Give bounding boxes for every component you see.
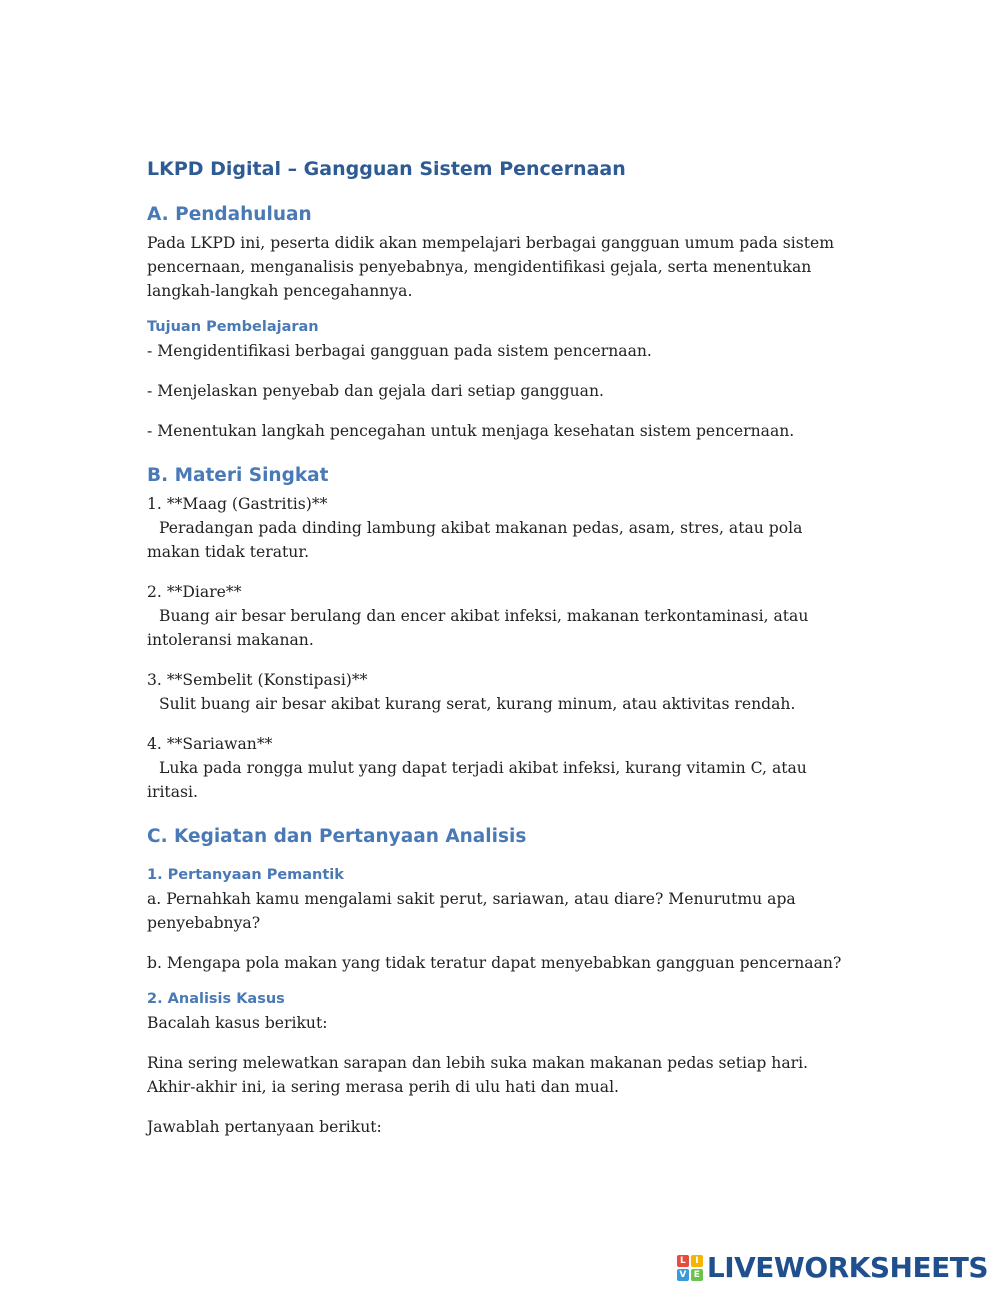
materi-item bbox=[147, 732, 847, 804]
case-prompt: Jawablah pertanyaan berikut: bbox=[147, 1118, 382, 1136]
liveworksheets-logo[interactable] bbox=[677, 1251, 988, 1284]
materi-item-name: 1. **Maag (Gastritis)** bbox=[147, 495, 328, 513]
section-c-heading: C. Kegiatan dan Pertanyaan Analisis bbox=[147, 826, 527, 847]
intro-paragraph: Pada LKPD ini, peserta didik akan mempelajari berbagai gangguan umum pada sistem pencernaan, menganalisis penyebabnya, mengidentifikasi gejala, serta menentukan langkah-langkah pencegahannya. bbox=[147, 234, 835, 300]
materi-item bbox=[147, 492, 847, 564]
materi-item-desc bbox=[147, 516, 847, 564]
section-b-heading: B. Materi Singkat bbox=[147, 465, 329, 486]
analisis-kasus-heading: 2. Analisis Kasus bbox=[147, 991, 285, 1007]
goals-heading: Tujuan Pembelajaran bbox=[147, 319, 319, 335]
logo-letter: E bbox=[691, 1269, 703, 1281]
worksheet-page bbox=[147, 158, 847, 1139]
materi-item-desc-text: Sulit buang air besar akibat kurang serat, kurang minum, atau aktivitas rendah. bbox=[159, 695, 796, 713]
materi-item-desc bbox=[147, 604, 847, 652]
logo-letter: L bbox=[677, 1255, 689, 1267]
section-a-heading: A. Pendahuluan bbox=[147, 204, 312, 225]
materi-item bbox=[147, 580, 847, 652]
pemantik-heading: 1. Pertanyaan Pemantik bbox=[147, 867, 344, 883]
logo-letter: I bbox=[691, 1255, 703, 1267]
brand-text: LIVEWORKSHEETS bbox=[706, 1251, 988, 1284]
materi-item-desc bbox=[147, 692, 847, 716]
document-title: LKPD Digital – Gangguan Sistem Pencernaan bbox=[147, 158, 626, 180]
logo-mark-icon bbox=[677, 1255, 703, 1281]
materi-item bbox=[147, 668, 847, 716]
materi-item-desc bbox=[147, 756, 847, 804]
materi-item-desc-text: Luka pada rongga mulut yang dapat terjadi akibat infeksi, kurang vitamin C, atau iritasi. bbox=[147, 759, 807, 801]
materi-item-desc-text: Peradangan pada dinding lambung akibat makanan pedas, asam, stres, atau pola makan tidak teratur. bbox=[147, 519, 803, 561]
goal-item: - Menjelaskan penyebab dan gejala dari setiap gangguan. bbox=[147, 382, 604, 400]
goal-item: - Menentukan langkah pencegahan untuk menjaga kesehatan sistem pencernaan. bbox=[147, 422, 795, 440]
materi-item-desc-text: Buang air besar berulang dan encer akibat infeksi, makanan terkontaminasi, atau intoleransi makanan. bbox=[147, 607, 809, 649]
logo-letter: V bbox=[677, 1269, 689, 1281]
question-item: b. Mengapa pola makan yang tidak teratur dapat menyebabkan gangguan pencernaan? bbox=[147, 954, 842, 972]
materi-item-name: 2. **Diare** bbox=[147, 583, 242, 601]
case-text: Rina sering melewatkan sarapan dan lebih suka makan makanan pedas setiap hari. Akhir-akhir ini, ia sering merasa perih di ulu hati dan mual. bbox=[147, 1054, 809, 1096]
question-item: a. Pernahkah kamu mengalami sakit perut, sariawan, atau diare? Menurutmu apa penyebabnya? bbox=[147, 890, 796, 932]
materi-item-name: 3. **Sembelit (Konstipasi)** bbox=[147, 671, 368, 689]
goal-item: - Mengidentifikasi berbagai gangguan pada sistem pencernaan. bbox=[147, 342, 652, 360]
case-intro: Bacalah kasus berikut: bbox=[147, 1014, 328, 1032]
materi-item-name: 4. **Sariawan** bbox=[147, 735, 273, 753]
